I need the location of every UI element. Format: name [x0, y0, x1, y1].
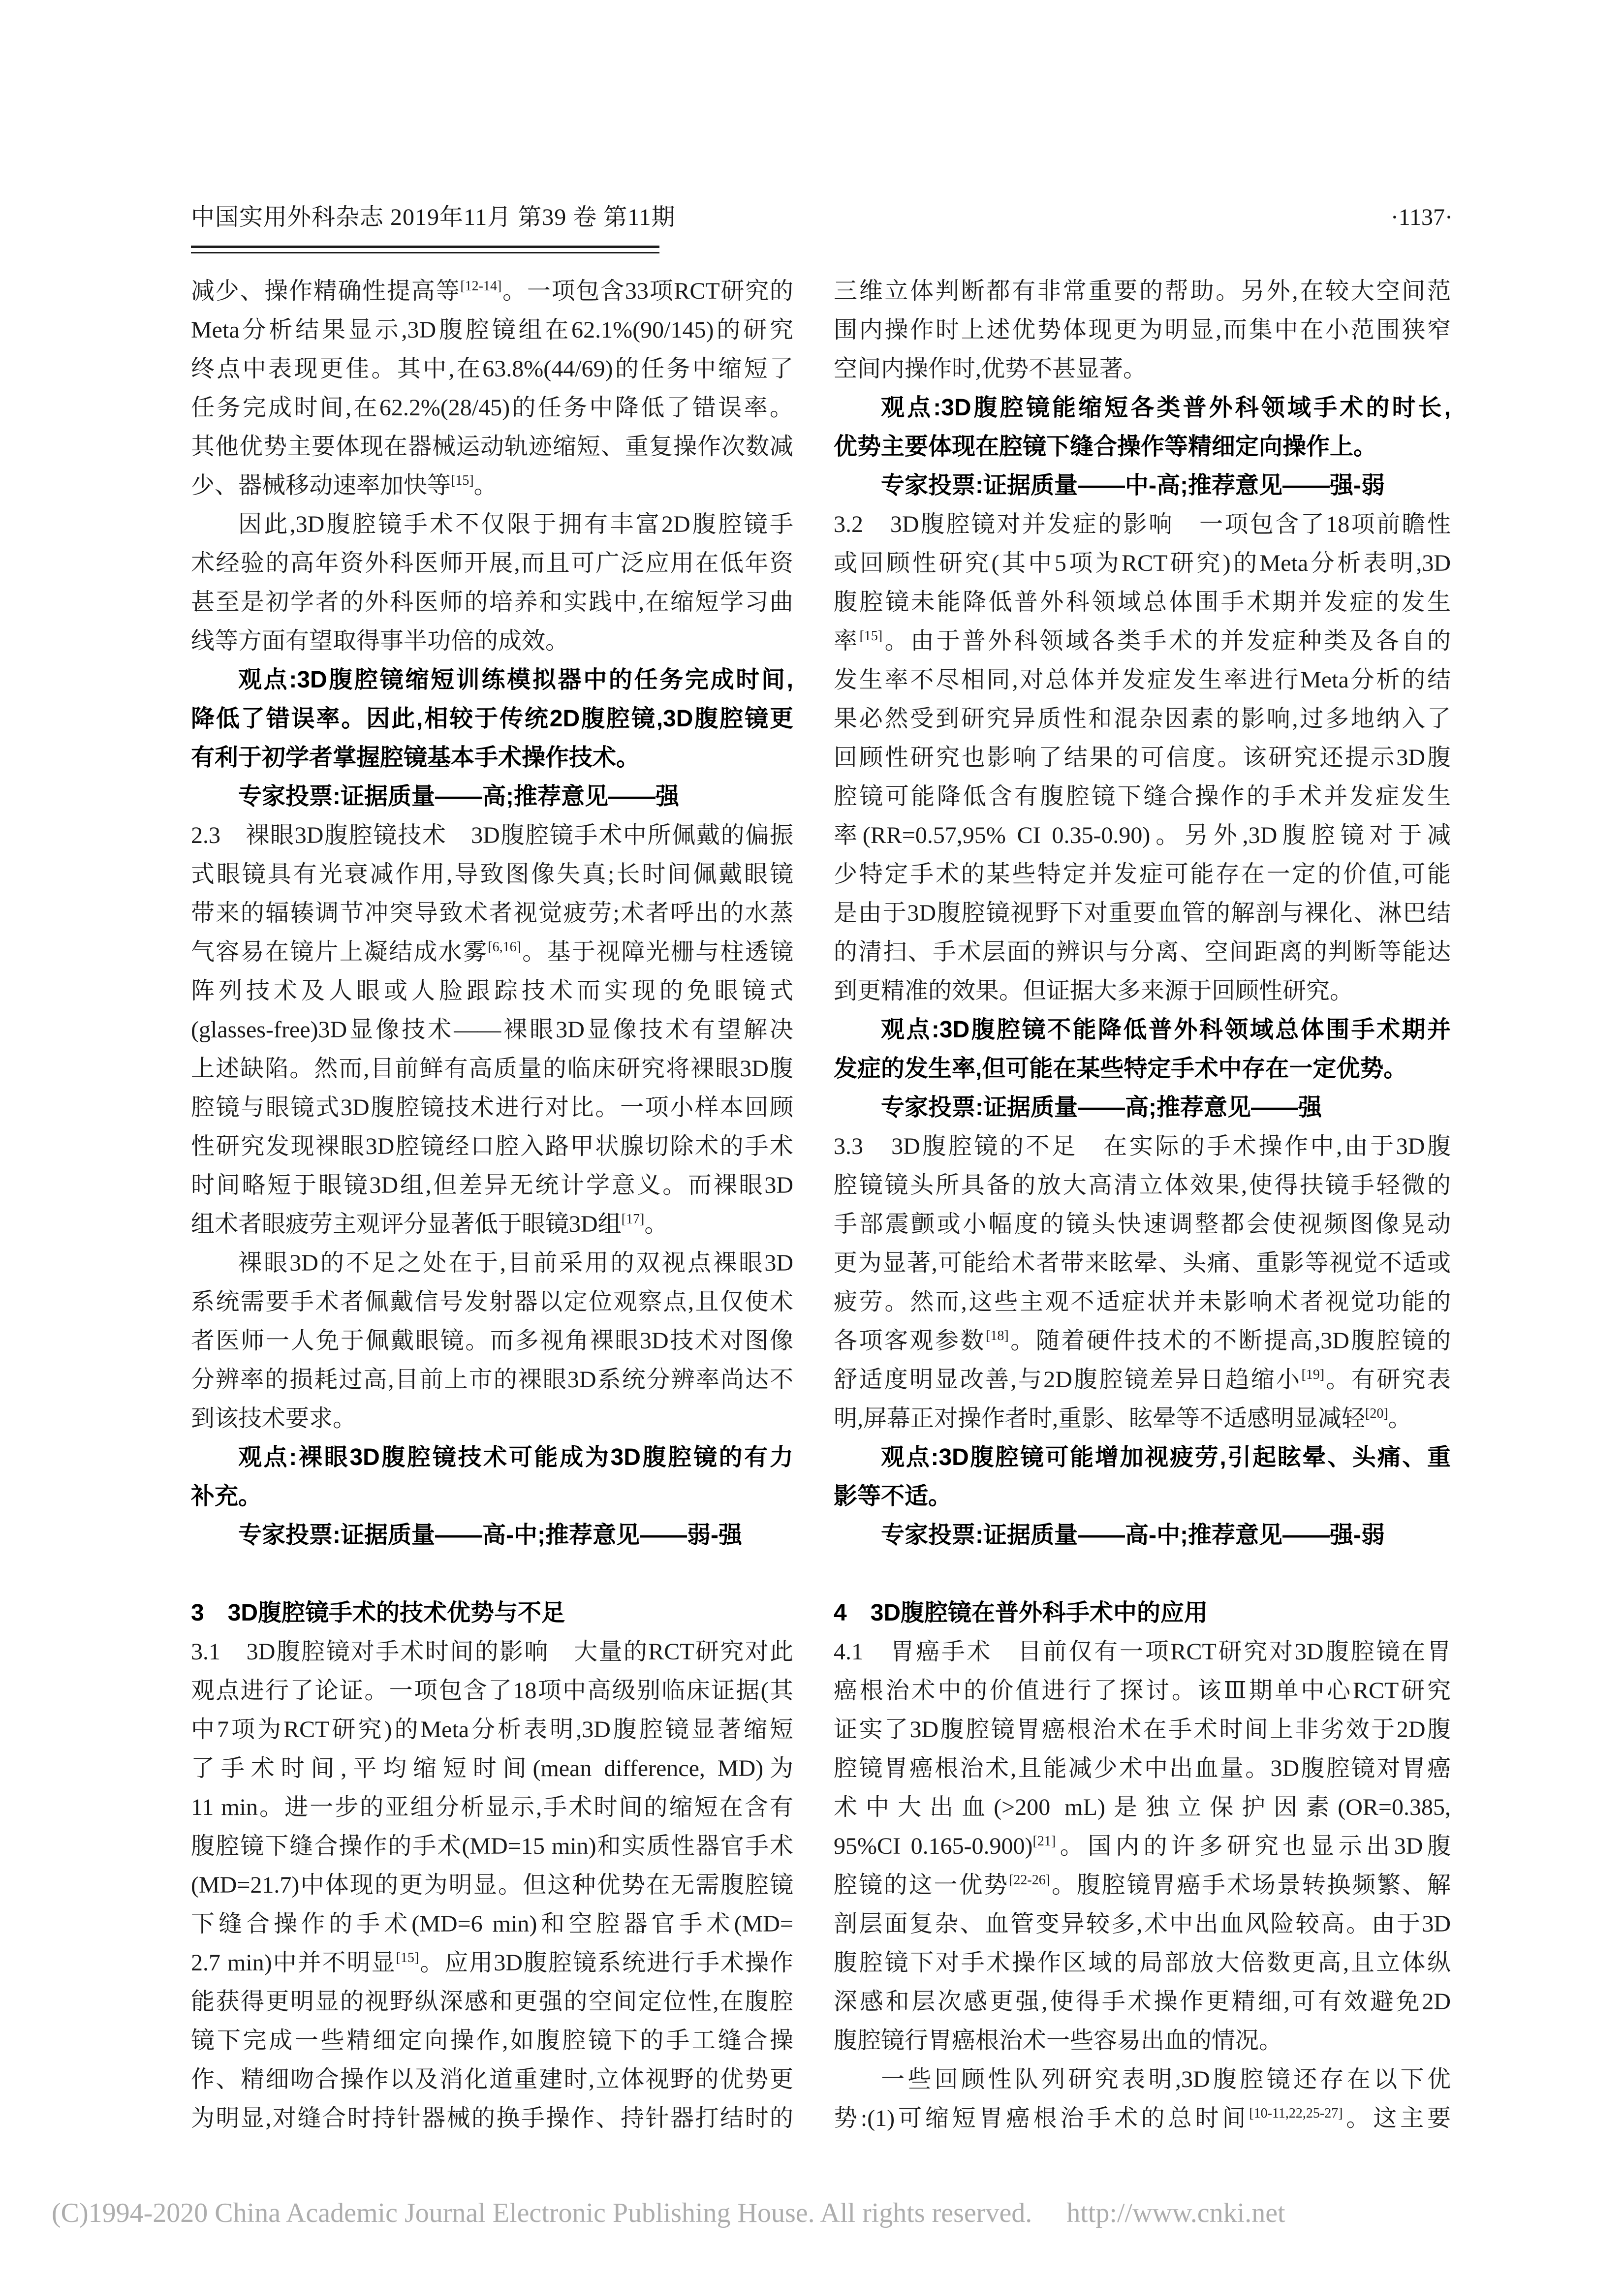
text-line: 术中大出血(>200 mL)是独立保护因素(OR=0.385, — [834, 1794, 1451, 1820]
text-line: 减少、操作精确性提高等[12-14]。一项包含33项RCT研究的 — [191, 278, 793, 304]
text-line: 是由于3D腹腔镜视野下对重要血管的解剖与裸化、淋巴结 — [834, 900, 1451, 926]
section-heading: 4 3D腹腔镜在普外科手术中的应用 — [834, 1600, 1208, 1626]
text-line: 专家投票:证据质量——高-中;推荐意见——弱-强 — [238, 1522, 742, 1548]
text-line: 任务完成时间,在62.2%(28/45)的任务中降低了错误率。 — [191, 395, 793, 421]
text-line: 优势主要体现在腔镜下缝合操作等精细定向操作上。 — [834, 434, 1377, 460]
text-line: 观点:3D腹腔镜可能增加视疲劳,引起眩晕、头痛、重 — [881, 1444, 1451, 1470]
reference-superscript: [21] — [1032, 1834, 1056, 1849]
cnki-url: http://www.cnki.net — [1066, 2198, 1285, 2228]
text-line: 舒适度明显改善,与2D腹腔镜差异日趋缩小[19]。有研究表 — [834, 1367, 1451, 1393]
section-heading: 3 3D腹腔镜手术的技术优势与不足 — [191, 1600, 565, 1626]
text-line: 率(RR=0.57,95% CI 0.35-0.90)。另外,3D腹腔镜对于减 — [834, 822, 1451, 848]
text-line: 中7项为RCT研究)的Meta分析表明,3D腹腔镜显著缩短 — [191, 1716, 793, 1743]
text-line: 者医师一人免于佩戴眼镜。而多视角裸眼3D技术对图像 — [191, 1328, 793, 1354]
left-column — [191, 272, 793, 2138]
text-line: 因此,3D腹腔镜手术不仅限于拥有丰富2D腹腔镜手 — [238, 511, 793, 537]
text-line: 95%CI 0.165-0.900)[21]。国内的许多研究也显示出3D腹 — [834, 1833, 1451, 1859]
text-line: (glasses-free)3D显像技术——裸眼3D显像技术有望解决 — [191, 1017, 793, 1043]
text-line: 终点中表现更佳。其中,在63.8%(44/69)的任务中缩短了 — [191, 356, 793, 382]
text-line: 更为显著,可能给术者带来眩晕、头痛、重影等视觉不适或 — [834, 1250, 1451, 1276]
reference-superscript: [22-26] — [1009, 1872, 1051, 1888]
text-line: 手部震颤或小幅度的镜头快速调整都会使视频图像晃动 — [834, 1211, 1451, 1237]
text-line: 专家投票:证据质量——高;推荐意见——强 — [238, 783, 679, 810]
text-line: 裸眼3D的不足之处在于,目前采用的双视点裸眼3D — [238, 1250, 793, 1276]
text-line: 明,屏幕正对操作者时,重影、眩晕等不适感明显减轻[20]。 — [834, 1405, 1412, 1432]
text-line: 癌根治术中的价值进行了探讨。该Ⅲ期单中心RCT研究 — [834, 1678, 1451, 1704]
reference-superscript: [6,16] — [488, 939, 521, 955]
text-line: 影等不适。 — [834, 1483, 952, 1509]
text-line: (MD=21.7)中体现的更为明显。但这种优势在无需腹腔镜 — [191, 1872, 793, 1898]
reference-superscript: [12-14] — [460, 279, 502, 294]
text-line: 回顾性研究也影响了结果的可信度。该研究还提示3D腹 — [834, 745, 1451, 771]
text-line: 了手术时间,平均缩短时间(mean difference, MD)为 — [191, 1755, 793, 1781]
text-line: 有利于初学者掌握腔镜基本手术操作技术。 — [191, 745, 640, 771]
text-line: 势:(1)可缩短胃癌根治手术的总时间[10-11,22,25-27]。这主要 — [834, 2105, 1451, 2131]
text-line: 证实了3D腹腔镜胃癌根治术在手术时间上非劣效于2D腹 — [834, 1716, 1451, 1743]
text-line: 的清扫、手术层面的辨识与分离、空间距离的判断等能达 — [834, 939, 1451, 965]
text-line: Meta分析结果显示,3D腹腔镜组在62.1%(90/145)的研究 — [191, 317, 793, 343]
reference-superscript: [15] — [396, 1950, 419, 1966]
copyright-footer — [52, 2196, 1285, 2230]
text-line: 少、器械移动速率加快等[15]。 — [191, 472, 498, 499]
text-line: 腔镜与眼镜式3D腹腔镜技术进行对比。一项小样本回顾 — [191, 1094, 793, 1121]
text-line: 发症的发生率,但可能在某些特定手术中存在一定优势。 — [834, 1056, 1407, 1082]
text-line: 少特定手术的某些特定并发症可能存在一定的价值,可能 — [834, 861, 1451, 887]
text-line: 率[15]。由于普外科领域各类手术的并发症种类及各自的 — [834, 628, 1451, 654]
text-line: 补充。 — [191, 1483, 262, 1509]
text-line: 观点:3D腹腔镜缩短训练模拟器中的任务完成时间, — [238, 667, 793, 693]
text-line: 腹腔镜下对手术操作区域的局部放大倍数更高,且立体纵 — [834, 1950, 1451, 1976]
header-double-rule — [191, 246, 659, 253]
line-spacer — [191, 1555, 793, 1593]
text-line: 到更精准的效果。但证据大多来源于回顾性研究。 — [834, 978, 1354, 1004]
text-line: 疲劳。然而,这些主观不适症状并未影响术者视觉功能的 — [834, 1289, 1451, 1315]
text-line: 阵列技术及人眼或人脸跟踪技术而实现的免眼镜式 — [191, 978, 793, 1004]
text-line: 一些回顾性队列研究表明,3D腹腔镜还存在以下优 — [881, 2066, 1451, 2092]
text-line: 时间略短于眼镜3D组,但差异无统计学意义。而裸眼3D — [191, 1172, 793, 1198]
text-line: 系统需要手术者佩戴信号发射器以定位观察点,且仅使术 — [191, 1289, 793, 1315]
text-line: 观点:3D腹腔镜能缩短各类普外科领域手术的时长, — [881, 395, 1451, 421]
text-line: 腹腔镜未能降低普外科领域总体围手术期并发症的发生 — [834, 589, 1451, 615]
text-line: 观点进行了论证。一项包含了18项中高级别临床证据(其 — [191, 1678, 793, 1704]
reference-superscript: [15] — [859, 628, 883, 644]
text-line: 专家投票:证据质量——中-高;推荐意见——强-弱 — [881, 472, 1385, 499]
text-line: 果必然受到研究异质性和混杂因素的影响,过多地纳入了 — [834, 706, 1451, 732]
text-line: 作、精细吻合操作以及消化道重建时,立体视野的优势更 — [191, 2066, 793, 2092]
text-line: 剖层面复杂、血管变异较多,术中出血风险较高。由于3D — [834, 1911, 1451, 1937]
text-line: 镜下完成一些精细定向操作,如腹腔镜下的手工缝合操 — [191, 2028, 793, 2054]
text-line: 腹腔镜下缝合操作的手术(MD=15 min)和实质性器官手术 — [191, 1833, 793, 1859]
text-line: 能获得更明显的视野纵深感和更强的空间定位性,在腹腔 — [191, 1989, 793, 2015]
text-line: 各项客观参数[18]。随着硬件技术的不断提高,3D腹腔镜的 — [834, 1328, 1451, 1354]
text-line: 2.7 min)中并不明显[15]。应用3D腹腔镜系统进行手术操作 — [191, 1950, 793, 1976]
reference-superscript: [15] — [451, 473, 474, 488]
text-line: 观点:裸眼3D腹腔镜技术可能成为3D腹腔镜的有力 — [238, 1444, 793, 1470]
text-line: 11 min。进一步的亚组分析显示,手术时间的缩短在含有 — [191, 1794, 793, 1820]
reference-superscript: [10-11,22,25-27] — [1249, 2106, 1343, 2121]
text-line: 三维立体判断都有非常重要的帮助。另外,在较大空间范 — [834, 278, 1451, 304]
text-line: 2.3 裸眼3D腹腔镜技术 3D腹腔镜手术中所佩戴的偏振 — [191, 822, 793, 848]
text-line: 或回顾性研究(其中5项为RCT研究)的Meta分析表明,3D — [834, 550, 1451, 576]
text-line: 围内操作时上述优势体现更为明显,而集中在小范围狭窄 — [834, 317, 1451, 343]
text-line: 其他优势主要体现在器械运动轨迹缩短、重复操作次数减 — [191, 434, 793, 460]
text-line: 专家投票:证据质量——高;推荐意见——强 — [881, 1094, 1322, 1121]
text-line: 腔镜的这一优势[22-26]。腹腔镜胃癌手术场景转换频繁、解 — [834, 1872, 1451, 1898]
text-line: 下缝合操作的手术(MD=6 min)和空腔器官手术(MD= — [191, 1911, 793, 1937]
text-line: 性研究发现裸眼3D腔镜经口腔入路甲状腺切除术的手术 — [191, 1133, 793, 1159]
copyright-text: (C)1994-2020 China Academic Journal Electronic Publishing House. All rights reserved. — [52, 2198, 1032, 2228]
text-line: 观点:3D腹腔镜不能降低普外科领域总体围手术期并 — [881, 1017, 1451, 1043]
text-line: 4.1 胃癌手术 目前仅有一项RCT研究对3D腹腔镜在胃 — [834, 1639, 1451, 1665]
reference-superscript: [18] — [986, 1328, 1009, 1343]
text-line: 3.3 3D腹腔镜的不足 在实际的手术操作中,由于3D腹 — [834, 1133, 1451, 1159]
text-line: 甚至是初学者的外科医师的培养和实践中,在缩短学习曲 — [191, 589, 793, 615]
page-number: ·1137· — [1390, 204, 1453, 230]
text-line: 深感和层次感更强,使得手术操作更精细,可有效避免2D — [834, 1989, 1451, 2015]
text-line: 气容易在镜片上凝结成水雾[6,16]。基于视障光栅与柱透镜 — [191, 939, 793, 965]
reference-superscript: [20] — [1365, 1406, 1388, 1421]
text-line: 组术者眼疲劳主观评分显著低于眼镜3D组[17]。 — [191, 1211, 668, 1237]
reference-superscript: [19] — [1301, 1367, 1325, 1382]
line-spacer — [834, 1555, 1451, 1593]
text-line: 空间内操作时,优势不甚显著。 — [834, 356, 1147, 382]
text-line: 为明显,对缝合时持针器械的换手操作、持针器打结时的 — [191, 2105, 793, 2131]
journal-header: 中国实用外科杂志 2019年11月 第39 卷 第11期 — [191, 204, 676, 230]
text-line: 腹腔镜行胃癌根治术一些容易出血的情况。 — [834, 2028, 1283, 2054]
text-line: 腔镜胃癌根治术,且能减少术中出血量。3D腹腔镜对胃癌 — [834, 1755, 1451, 1781]
text-line: 专家投票:证据质量——高-中;推荐意见——强-弱 — [881, 1522, 1385, 1548]
text-line: 3.2 3D腹腔镜对并发症的影响 一项包含了18项前瞻性 — [834, 511, 1451, 537]
text-line: 3.1 3D腹腔镜对手术时间的影响 大量的RCT研究对此 — [191, 1639, 793, 1665]
text-line: 腔镜镜头所具备的放大高清立体效果,使得扶镜手轻微的 — [834, 1172, 1451, 1198]
text-line: 术经验的高年资外科医师开展,而且可广泛应用在低年资 — [191, 550, 793, 576]
text-line: 腔镜可能降低含有腹腔镜下缝合操作的手术并发症发生 — [834, 783, 1451, 810]
text-line: 带来的辐辏调节冲突导致术者视觉疲劳;术者呼出的水蒸 — [191, 900, 793, 926]
text-line: 上述缺陷。然而,目前鲜有高质量的临床研究将裸眼3D腹 — [191, 1056, 793, 1082]
text-line: 发生率不尽相同,对总体并发症发生率进行Meta分析的结 — [834, 667, 1451, 693]
reference-superscript: [17] — [621, 1212, 645, 1227]
right-column — [834, 272, 1451, 2138]
text-line: 线等方面有望取得事半功倍的成效。 — [191, 628, 569, 654]
text-line: 式眼镜具有光衰减作用,导致图像失真;长时间佩戴眼镜 — [191, 861, 793, 887]
text-line: 降低了错误率。因此,相较于传统2D腹腔镜,3D腹腔镜更 — [191, 706, 793, 732]
text-line: 到该技术要求。 — [191, 1405, 357, 1432]
text-line: 分辨率的损耗过高,目前上市的裸眼3D系统分辨率尚达不 — [191, 1367, 793, 1393]
